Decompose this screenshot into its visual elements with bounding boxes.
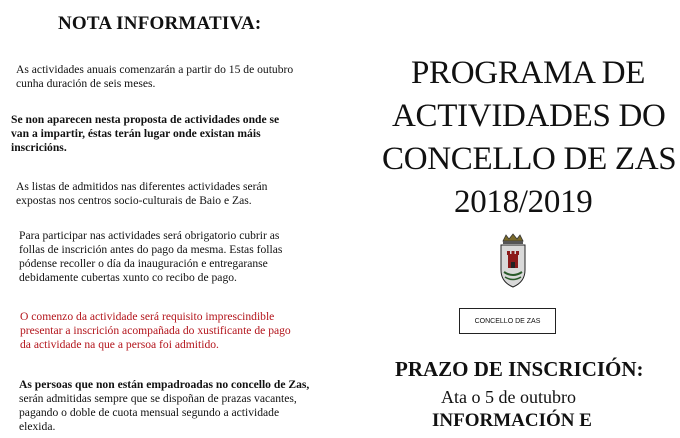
- text-line: O comenzo da actividade será requisito imprescindible: [20, 310, 275, 323]
- title-line: PROGRAMA DE: [411, 55, 646, 91]
- title-line: ACTIVIDADES DO: [392, 98, 666, 134]
- text-line: pódense recoller o día da inauguración e entregaranse: [19, 257, 268, 270]
- text-line: presentar a inscrición acompañada do xustificante de pago: [20, 324, 291, 337]
- text-line: elexida.: [19, 420, 56, 433]
- text-line: inscricións.: [11, 141, 67, 154]
- information-heading: INFORMACIÓN E: [432, 410, 592, 431]
- paragraph-non-residents: [19, 378, 309, 434]
- text-line: pagando o doble de cuota mensual segundo a actividade: [19, 406, 280, 419]
- text-line: cunha duración de seis meses.: [16, 77, 156, 90]
- nota-informativa-title: NOTA INFORMATIVA:: [58, 13, 262, 34]
- text-line: Se non aparecen nesta proposta de actividades onde se: [11, 113, 280, 126]
- title-line: 2018/2019: [454, 184, 593, 220]
- seal-label: CONCELLO DE ZAS: [474, 317, 541, 325]
- title-line: CONCELLO DE ZAS: [382, 141, 677, 177]
- registration-deadline-heading: PRAZO DE INSCRICIÓN:: [395, 357, 644, 381]
- text-line: da actividade na que a persoa foi admitido.: [20, 338, 219, 351]
- text-line: van a impartir, éstas terán lugar onde existan máis: [11, 127, 261, 140]
- text-line: expostas nos centros socio-culturais de Baio e Zas.: [16, 194, 252, 207]
- paragraph-location: [11, 113, 279, 155]
- paragraph-start-date: [16, 63, 293, 91]
- program-title: [380, 52, 680, 224]
- text-line: debidamente cubertas xunto co recibo de pago.: [19, 271, 237, 284]
- concello-de-zas-label-box: [459, 308, 556, 334]
- registration-deadline-date: Ata o 5 de outubro: [441, 387, 576, 407]
- text-line: follas de inscrición antes do pago da mesma. Estas follas: [19, 243, 283, 256]
- paragraph-registration-forms: [19, 229, 282, 285]
- text-line: Para participar nas actividades será obrigatorio cubrir as: [19, 229, 280, 242]
- text-line: As listas de admitidos nas diferentes actividades serán: [16, 180, 268, 193]
- text-line: As persoas que non están empadroadas no concello de Zas,: [19, 378, 310, 391]
- text-line: serán admitidas sempre que se dispoñan de prazas vacantes,: [19, 392, 297, 405]
- coat-of-arms-icon: [495, 232, 531, 290]
- paragraph-admitted-lists: [16, 180, 267, 208]
- text-line: As actividades anuais comenzarán a partir do 15 de outubro: [16, 63, 294, 76]
- paragraph-payment-requirement: [20, 310, 291, 352]
